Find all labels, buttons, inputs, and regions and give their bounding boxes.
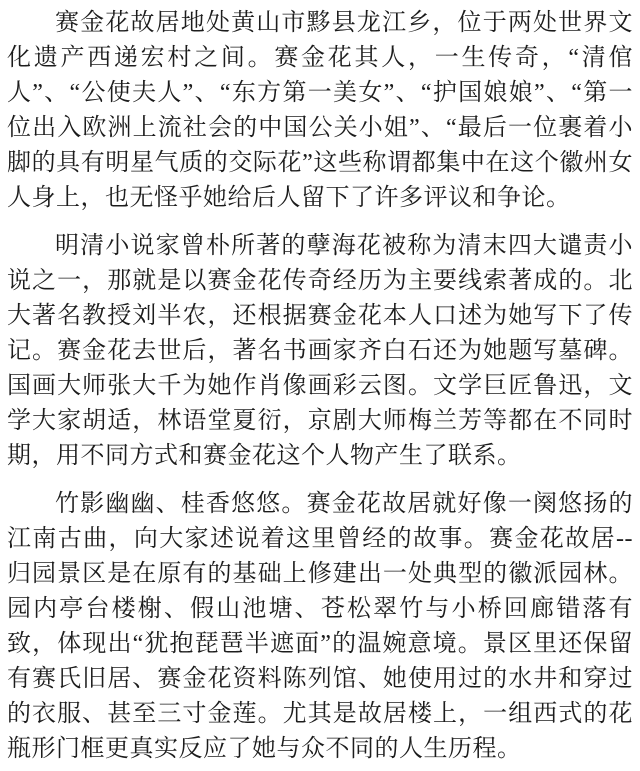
paragraph-residence-intro: 赛金花故居地处黄山市黟县龙江乡，位于两处世界文化遗产西递宏村之间。赛金花其人，一生传奇，“清倌人”、“公使夫人”、“东方第一美女”、“护国娘娘”、“第一位出入欧洲上流社会的中国公关小姐”、“最后一位裹着小脚的具有明星气质的交际花”这些称谓都集中在这个徽州女人身上，也无怪乎她给后人留下了许多评议和争论。 [7,10,633,211]
paragraph-garden-scenery: 竹影幽幽、桂香悠悠。赛金花故居就好像一阕悠扬的江南古曲，向大家述说着这里曾经的故事。赛金花故居--归园景区是在原有的基础上修建出一处典型的徽派园林。园内亭台楼榭、假山池塘、苍松翠竹与小桥回廊错落有致，体现出“犹抱琵琶半遮面”的温婉意境。景区里还保留有赛氏旧居、赛金花资料陈列馆、她使用过的水井和穿过的衣服、甚至三寸金莲。尤其是故居楼上，一组西式的花瓶形门框更真实反应了她与众不同的人生历程。 [7,491,633,762]
paragraph-literary-connections: 明清小说家曾朴所著的孽海花被称为清末四大谴责小说之一，那就是以赛金花传奇经历为主要线索著成的。北大著名教授刘半农，还根据赛金花本人口述为她写下了传记。赛金花去世后，著名书画家齐白石还为她题写墓碑。国画大师张大千为她作肖像画彩云图。文学巨匠鲁迅，文学大家胡适，林语堂夏衍，京剧大师梅兰芳等都在不同时期，用不同方式和赛金花这个人物产生了联系。 [7,233,633,469]
